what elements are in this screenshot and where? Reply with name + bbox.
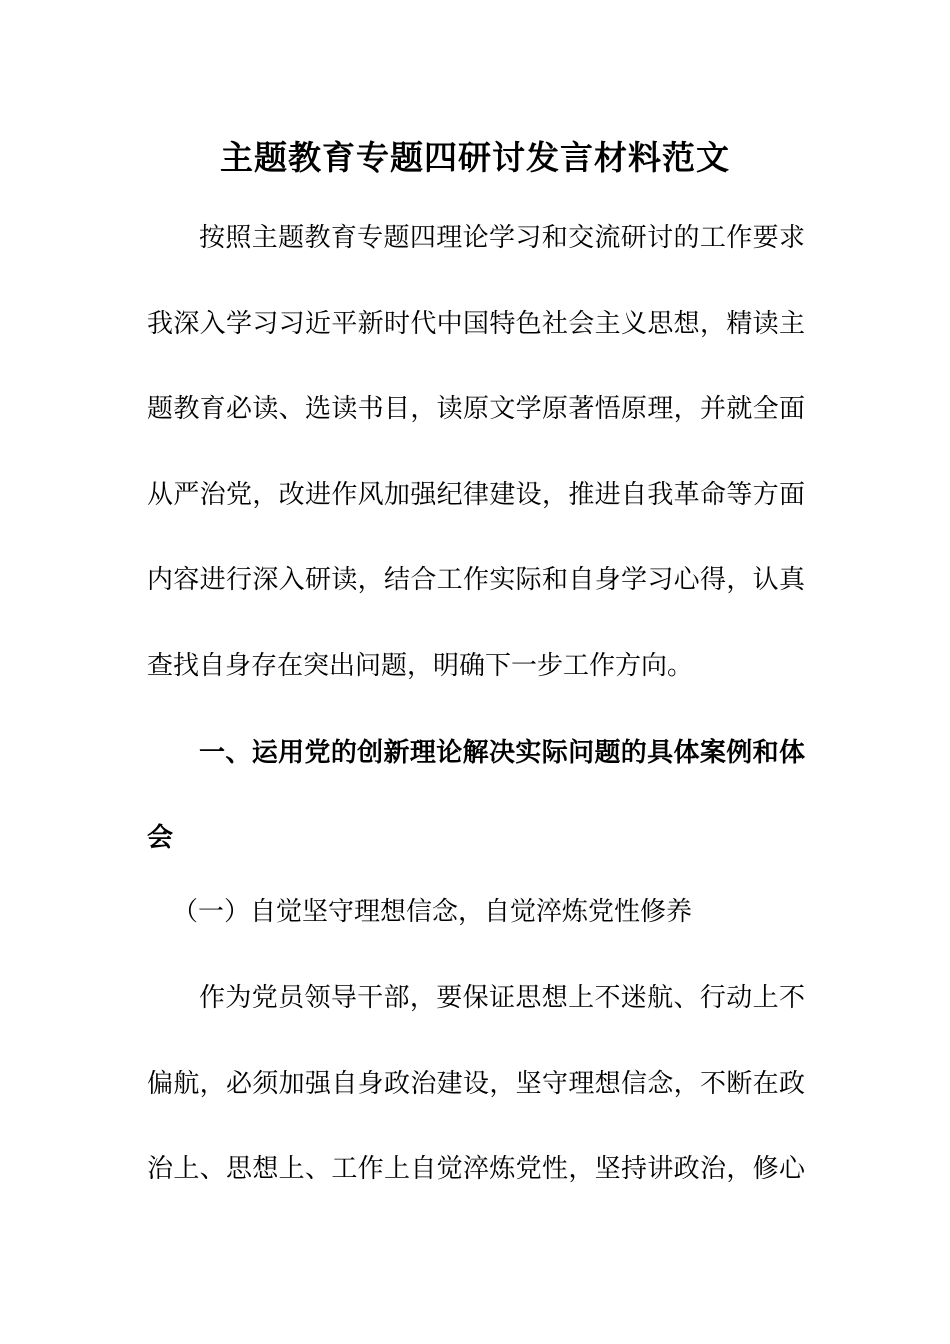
paragraph-line: 题教育必读、选读书目，读原文学原著悟原理，并就全面 <box>147 394 805 424</box>
subsection-heading: （一）自觉坚守理想信念，自觉淬炼党性修养 <box>172 897 693 927</box>
paragraph-line: 按照主题教育专题四理论学习和交流研讨的工作要求 <box>199 223 805 253</box>
section-heading-line: 会 <box>147 823 174 853</box>
paragraph-line: 内容进行深入研读，结合工作实际和自身学习心得，认真 <box>147 565 805 595</box>
paragraph-line: 偏航，必须加强自身政治建设，坚守理想信念，不断在政 <box>147 1069 805 1099</box>
paragraph-line: 查找自身存在突出问题，明确下一步工作方向。 <box>147 651 694 681</box>
paragraph-line: 从严治党，改进作风加强纪律建设，推进自我革命等方面 <box>147 480 805 510</box>
paragraph-line: 我深入学习习近平新时代中国特色社会主义思想，精读主 <box>147 309 805 339</box>
section-heading-line: 一、运用党的创新理论解决实际问题的具体案例和体 <box>199 738 805 768</box>
document-title: 主题教育专题四研讨发言材料范文 <box>220 138 730 177</box>
paragraph-line: 作为党员领导干部，要保证思想上不迷航、行动上不 <box>199 983 805 1013</box>
paragraph-line: 治上、思想上、工作上自觉淬炼党性，坚持讲政治，修心 <box>147 1154 805 1184</box>
